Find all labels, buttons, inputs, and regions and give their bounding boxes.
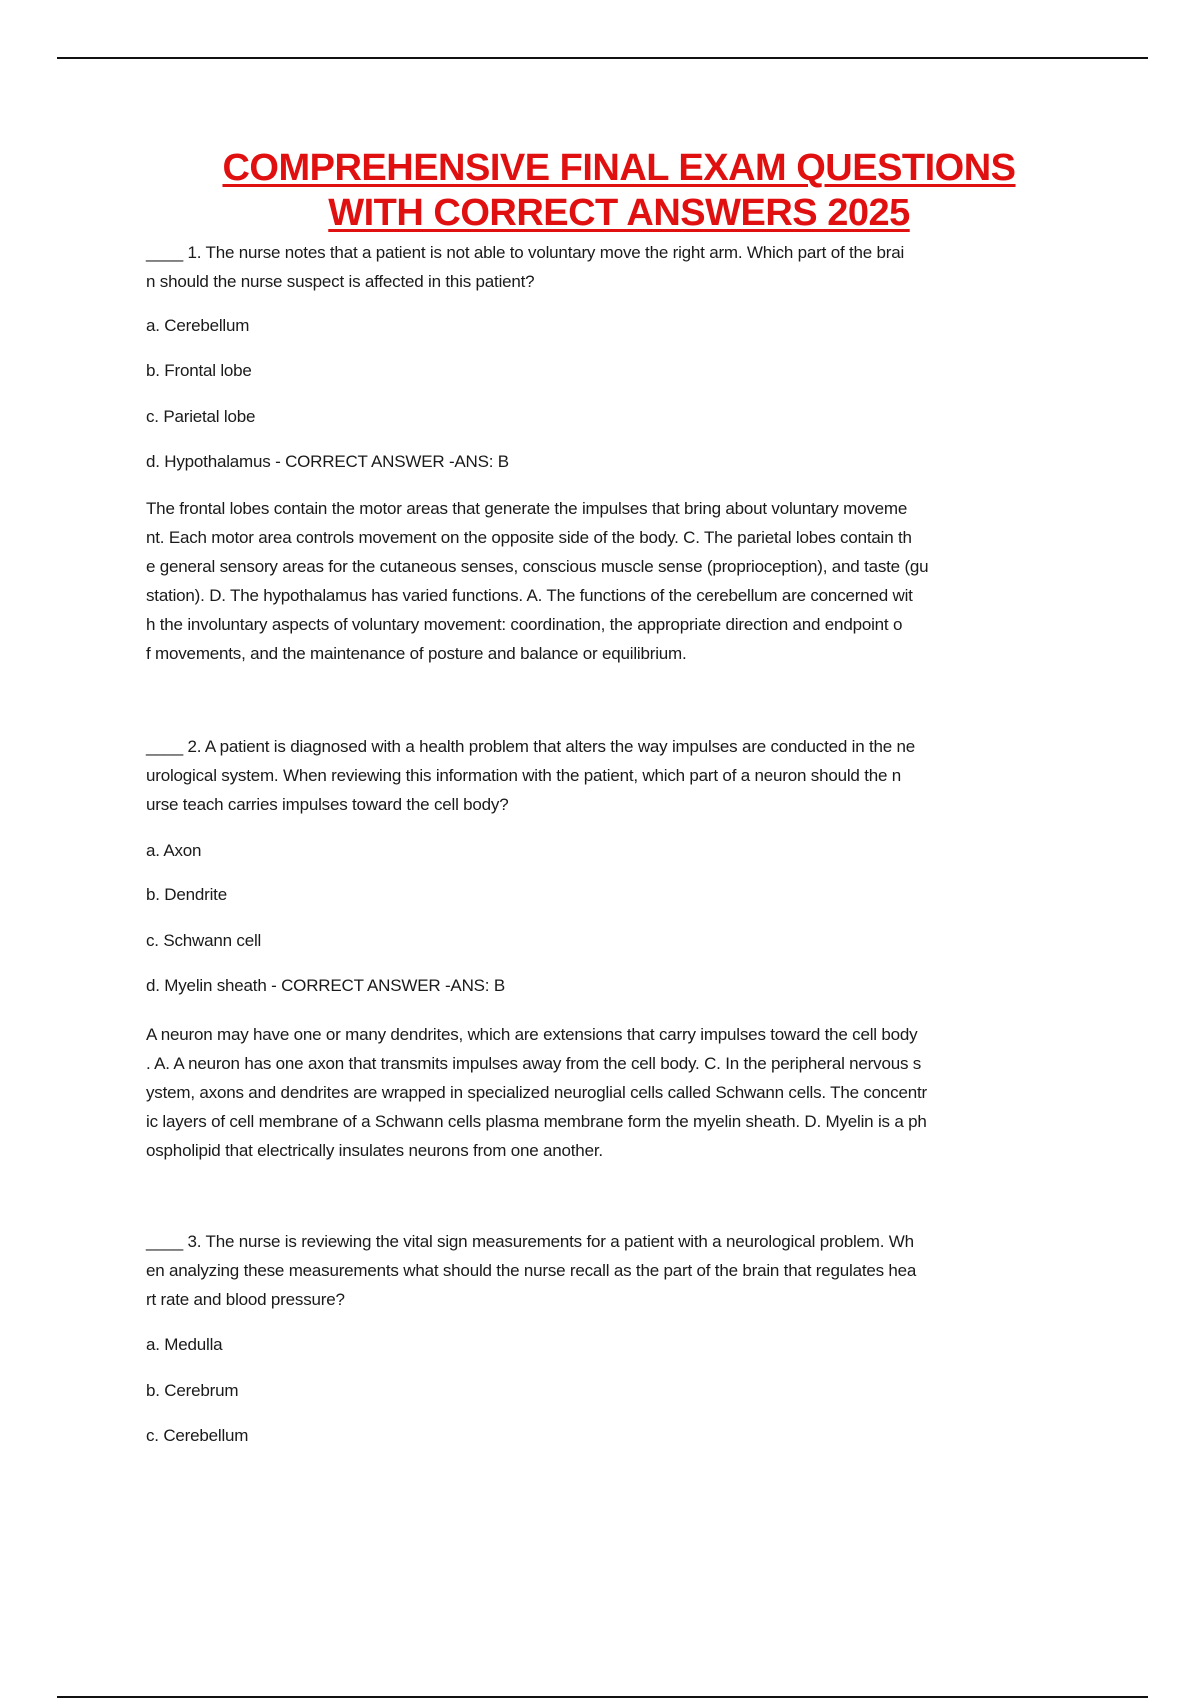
explanation-line: f movements, and the maintenance of posture and balance or equilibrium. [146, 644, 687, 663]
stem-line: en analyzing these measurements what should the nurse recall as the part of the brain that regulates hea [146, 1261, 917, 1280]
explanation-line: e general sensory areas for the cutaneous senses, conscious muscle sense (proprioception), and taste (gu [146, 557, 929, 576]
explanation-line: ospholipid that electrically insulates neurons from one another. [146, 1141, 603, 1160]
question-3-option-c: c. Cerebellum [146, 1426, 249, 1445]
stem-line: urological system. When reviewing this information with the patient, which part of a neuron should the n [146, 766, 901, 785]
explanation-line: ic layers of cell membrane of a Schwann cells plasma membrane form the myelin sheath. D. Myelin is a ph [146, 1112, 927, 1131]
question-3-option-a: a. Medulla [146, 1335, 223, 1354]
stem-line: ____ 1. The nurse notes that a patient is not able to voluntary move the right arm. Which part of the brai [146, 243, 905, 262]
question-2-option-d: d. Myelin sheath - CORRECT ANSWER -ANS: B [146, 976, 505, 995]
top-rule [57, 57, 1148, 59]
question-2-option-a: a. Axon [146, 841, 202, 860]
stem-line: ____ 3. The nurse is reviewing the vital sign measurements for a patient with a neurological problem. Wh [146, 1232, 914, 1251]
question-1-stem [146, 238, 1106, 296]
explanation-line: station). D. The hypothalamus has varied functions. A. The functions of the cerebellum are concerned wit [146, 586, 913, 605]
question-2-stem [146, 732, 1106, 819]
explanation-line: The frontal lobes contain the motor areas that generate the impulses that bring about voluntary moveme [146, 499, 908, 518]
question-2-explanation [146, 1020, 1106, 1165]
explanation-line: A neuron may have one or many dendrites, which are extensions that carry impulses toward the cell body [146, 1025, 918, 1044]
question-2-option-c: c. Schwann cell [146, 931, 262, 950]
question-1-option-c: c. Parietal lobe [146, 407, 256, 426]
question-1-explanation [146, 494, 1106, 668]
stem-line: urse teach carries impulses toward the cell body? [146, 795, 509, 814]
explanation-line: ystem, axons and dendrites are wrapped in specialized neuroglial cells called Schwann cells. The concentr [146, 1083, 927, 1102]
bottom-rule [57, 1696, 1148, 1698]
question-2-option-b: b. Dendrite [146, 885, 227, 904]
question-1-option-d: d. Hypothalamus - CORRECT ANSWER -ANS: B [146, 452, 509, 471]
stem-line: rt rate and blood pressure? [146, 1290, 345, 1309]
question-1-option-b: b. Frontal lobe [146, 361, 252, 380]
question-3-stem [146, 1227, 1106, 1314]
question-3-option-b: b. Cerebrum [146, 1381, 239, 1400]
stem-line: ____ 2. A patient is diagnosed with a health problem that alters the way impulses are conducted in the ne [146, 737, 916, 756]
title-line-2: WITH CORRECT ANSWERS 2025 [328, 192, 910, 234]
title-line-1: COMPREHENSIVE FINAL EXAM QUESTIONS [222, 147, 1016, 189]
question-1-option-a: a. Cerebellum [146, 316, 250, 335]
explanation-line: h the involuntary aspects of voluntary movement: coordination, the appropriate direction and endpoint o [146, 615, 903, 634]
stem-line: n should the nurse suspect is affected in this patient? [146, 272, 535, 291]
document-title [0, 146, 1200, 236]
explanation-line: . A. A neuron has one axon that transmits impulses away from the cell body. C. In the peripheral nervous s [146, 1054, 922, 1073]
explanation-line: nt. Each motor area controls movement on the opposite side of the body. C. The parietal lobes contain th [146, 528, 912, 547]
